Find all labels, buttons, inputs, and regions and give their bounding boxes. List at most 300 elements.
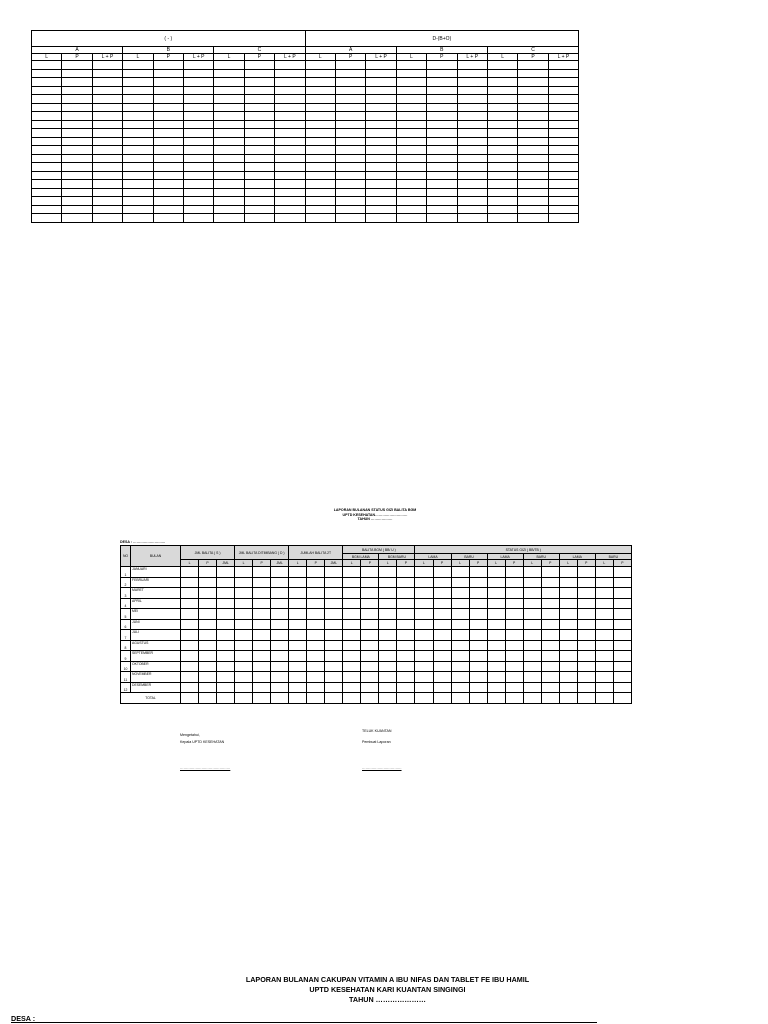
table-cell[interactable] bbox=[183, 78, 213, 87]
table-cell[interactable] bbox=[559, 651, 577, 662]
table-cell[interactable] bbox=[379, 640, 397, 651]
table-cell[interactable] bbox=[199, 619, 217, 630]
table-cell[interactable] bbox=[343, 609, 361, 620]
table-cell[interactable] bbox=[123, 86, 153, 95]
table-cell[interactable] bbox=[271, 609, 289, 620]
table-cell[interactable] bbox=[415, 651, 433, 662]
table-cell[interactable] bbox=[523, 640, 541, 651]
table-cell[interactable] bbox=[548, 214, 578, 223]
table-cell[interactable] bbox=[518, 205, 548, 214]
table-cell[interactable] bbox=[214, 61, 244, 70]
table-cell[interactable] bbox=[32, 129, 62, 138]
table-cell[interactable] bbox=[271, 672, 289, 683]
table-cell[interactable] bbox=[325, 693, 343, 704]
table-cell[interactable] bbox=[457, 146, 487, 155]
table-cell[interactable] bbox=[577, 682, 595, 693]
table-cell[interactable] bbox=[427, 137, 457, 146]
table-cell[interactable] bbox=[487, 661, 505, 672]
table-cell[interactable] bbox=[396, 137, 426, 146]
table-cell[interactable] bbox=[62, 205, 92, 214]
table-cell[interactable] bbox=[469, 693, 487, 704]
table-cell[interactable] bbox=[289, 598, 307, 609]
table-cell[interactable] bbox=[548, 112, 578, 121]
table-cell[interactable] bbox=[457, 69, 487, 78]
table-cell[interactable] bbox=[244, 129, 274, 138]
table-cell[interactable] bbox=[505, 609, 523, 620]
table-cell[interactable] bbox=[361, 693, 379, 704]
table-cell[interactable] bbox=[577, 577, 595, 588]
table-cell[interactable] bbox=[451, 567, 469, 578]
table-cell[interactable] bbox=[361, 588, 379, 599]
table-cell[interactable] bbox=[181, 619, 199, 630]
table-cell[interactable] bbox=[307, 588, 325, 599]
table-cell[interactable] bbox=[62, 188, 92, 197]
table-cell[interactable] bbox=[181, 661, 199, 672]
table-cell[interactable] bbox=[153, 112, 183, 121]
table-cell[interactable] bbox=[518, 137, 548, 146]
table-cell[interactable] bbox=[433, 598, 451, 609]
table-cell[interactable] bbox=[62, 103, 92, 112]
table-cell[interactable] bbox=[253, 609, 271, 620]
table-cell[interactable] bbox=[518, 197, 548, 206]
table-cell[interactable] bbox=[361, 598, 379, 609]
table-cell[interactable] bbox=[343, 567, 361, 578]
table-cell[interactable] bbox=[92, 188, 122, 197]
table-cell[interactable] bbox=[469, 577, 487, 588]
table-cell[interactable] bbox=[244, 61, 274, 70]
table-cell[interactable] bbox=[275, 154, 305, 163]
table-cell[interactable] bbox=[397, 577, 415, 588]
table-cell[interactable] bbox=[214, 112, 244, 121]
table-cell[interactable] bbox=[523, 588, 541, 599]
table-cell[interactable] bbox=[541, 693, 559, 704]
table-cell[interactable] bbox=[235, 619, 253, 630]
table-cell[interactable] bbox=[427, 214, 457, 223]
table-cell[interactable] bbox=[577, 661, 595, 672]
table-cell[interactable] bbox=[427, 171, 457, 180]
table-cell[interactable] bbox=[32, 137, 62, 146]
table-cell[interactable] bbox=[244, 205, 274, 214]
table-cell[interactable] bbox=[62, 137, 92, 146]
table-cell[interactable] bbox=[397, 682, 415, 693]
table-cell[interactable] bbox=[548, 205, 578, 214]
table-cell[interactable] bbox=[305, 188, 335, 197]
table-cell[interactable] bbox=[275, 180, 305, 189]
table-cell[interactable] bbox=[253, 682, 271, 693]
table-cell[interactable] bbox=[214, 180, 244, 189]
table-cell[interactable] bbox=[305, 61, 335, 70]
table-cell[interactable] bbox=[457, 154, 487, 163]
table-cell[interactable] bbox=[613, 619, 631, 630]
table-cell[interactable] bbox=[469, 588, 487, 599]
table-cell[interactable] bbox=[577, 598, 595, 609]
table-cell[interactable] bbox=[244, 120, 274, 129]
table-cell[interactable] bbox=[92, 171, 122, 180]
table-cell[interactable] bbox=[32, 112, 62, 121]
table-cell[interactable] bbox=[415, 682, 433, 693]
table-cell[interactable] bbox=[183, 214, 213, 223]
table-cell[interactable] bbox=[153, 61, 183, 70]
table-cell[interactable] bbox=[271, 588, 289, 599]
table-cell[interactable] bbox=[577, 651, 595, 662]
table-cell[interactable] bbox=[427, 188, 457, 197]
table-cell[interactable] bbox=[396, 61, 426, 70]
table-cell[interactable] bbox=[92, 129, 122, 138]
table-cell[interactable] bbox=[518, 78, 548, 87]
table-cell[interactable] bbox=[396, 163, 426, 172]
table-cell[interactable] bbox=[457, 95, 487, 104]
table-cell[interactable] bbox=[325, 651, 343, 662]
table-cell[interactable] bbox=[366, 197, 396, 206]
table-cell[interactable] bbox=[253, 577, 271, 588]
table-cell[interactable] bbox=[289, 619, 307, 630]
table-cell[interactable] bbox=[217, 630, 235, 641]
table-cell[interactable] bbox=[559, 598, 577, 609]
table-cell[interactable] bbox=[457, 205, 487, 214]
table-cell[interactable] bbox=[595, 682, 613, 693]
table-cell[interactable] bbox=[217, 661, 235, 672]
table-cell[interactable] bbox=[518, 163, 548, 172]
table-cell[interactable] bbox=[62, 78, 92, 87]
table-cell[interactable] bbox=[123, 78, 153, 87]
table-cell[interactable] bbox=[181, 693, 199, 704]
table-cell[interactable] bbox=[123, 120, 153, 129]
table-cell[interactable] bbox=[235, 609, 253, 620]
table-cell[interactable] bbox=[518, 188, 548, 197]
table-cell[interactable] bbox=[325, 588, 343, 599]
table-cell[interactable] bbox=[415, 577, 433, 588]
table-cell[interactable] bbox=[199, 661, 217, 672]
table-cell[interactable] bbox=[32, 146, 62, 155]
table-cell[interactable] bbox=[217, 567, 235, 578]
table-cell[interactable] bbox=[253, 588, 271, 599]
table-cell[interactable] bbox=[518, 86, 548, 95]
table-cell[interactable] bbox=[289, 567, 307, 578]
table-cell[interactable] bbox=[548, 61, 578, 70]
table-cell[interactable] bbox=[305, 180, 335, 189]
table-cell[interactable] bbox=[433, 630, 451, 641]
table-cell[interactable] bbox=[307, 640, 325, 651]
table-cell[interactable] bbox=[396, 86, 426, 95]
table-cell[interactable] bbox=[214, 171, 244, 180]
table-cell[interactable] bbox=[153, 171, 183, 180]
table-cell[interactable] bbox=[577, 693, 595, 704]
table-cell[interactable] bbox=[487, 86, 517, 95]
table-cell[interactable] bbox=[415, 609, 433, 620]
table-cell[interactable] bbox=[275, 95, 305, 104]
table-cell[interactable] bbox=[305, 129, 335, 138]
table-cell[interactable] bbox=[487, 630, 505, 641]
table-cell[interactable] bbox=[613, 588, 631, 599]
table-cell[interactable] bbox=[62, 86, 92, 95]
table-cell[interactable] bbox=[457, 129, 487, 138]
table-cell[interactable] bbox=[613, 682, 631, 693]
table-cell[interactable] bbox=[183, 86, 213, 95]
table-cell[interactable] bbox=[487, 103, 517, 112]
table-cell[interactable] bbox=[217, 588, 235, 599]
table-cell[interactable] bbox=[289, 609, 307, 620]
table-cell[interactable] bbox=[457, 163, 487, 172]
table-cell[interactable] bbox=[271, 598, 289, 609]
table-cell[interactable] bbox=[505, 682, 523, 693]
table-cell[interactable] bbox=[427, 112, 457, 121]
table-cell[interactable] bbox=[487, 693, 505, 704]
table-cell[interactable] bbox=[396, 171, 426, 180]
table-cell[interactable] bbox=[518, 154, 548, 163]
table-cell[interactable] bbox=[613, 630, 631, 641]
table-cell[interactable] bbox=[244, 188, 274, 197]
table-cell[interactable] bbox=[183, 69, 213, 78]
table-cell[interactable] bbox=[335, 103, 365, 112]
table-cell[interactable] bbox=[379, 588, 397, 599]
table-cell[interactable] bbox=[275, 69, 305, 78]
table-cell[interactable] bbox=[397, 598, 415, 609]
table-cell[interactable] bbox=[361, 619, 379, 630]
table-cell[interactable] bbox=[469, 619, 487, 630]
table-cell[interactable] bbox=[433, 588, 451, 599]
table-cell[interactable] bbox=[433, 567, 451, 578]
table-cell[interactable] bbox=[366, 103, 396, 112]
table-cell[interactable] bbox=[379, 693, 397, 704]
table-cell[interactable] bbox=[469, 630, 487, 641]
table-cell[interactable] bbox=[335, 120, 365, 129]
table-cell[interactable] bbox=[415, 619, 433, 630]
table-cell[interactable] bbox=[548, 163, 578, 172]
table-cell[interactable] bbox=[275, 61, 305, 70]
table-cell[interactable] bbox=[379, 609, 397, 620]
table-cell[interactable] bbox=[523, 619, 541, 630]
table-cell[interactable] bbox=[153, 154, 183, 163]
table-cell[interactable] bbox=[183, 146, 213, 155]
table-cell[interactable] bbox=[244, 103, 274, 112]
table-cell[interactable] bbox=[214, 69, 244, 78]
table-cell[interactable] bbox=[427, 180, 457, 189]
table-cell[interactable] bbox=[361, 577, 379, 588]
table-cell[interactable] bbox=[487, 609, 505, 620]
table-cell[interactable] bbox=[396, 120, 426, 129]
table-cell[interactable] bbox=[183, 180, 213, 189]
table-cell[interactable] bbox=[379, 661, 397, 672]
table-cell[interactable] bbox=[123, 129, 153, 138]
table-cell[interactable] bbox=[32, 163, 62, 172]
table-cell[interactable] bbox=[361, 661, 379, 672]
table-cell[interactable] bbox=[183, 197, 213, 206]
table-cell[interactable] bbox=[325, 630, 343, 641]
table-cell[interactable] bbox=[217, 682, 235, 693]
table-cell[interactable] bbox=[289, 661, 307, 672]
table-cell[interactable] bbox=[289, 640, 307, 651]
table-cell[interactable] bbox=[415, 567, 433, 578]
table-cell[interactable] bbox=[343, 630, 361, 641]
table-cell[interactable] bbox=[32, 120, 62, 129]
table-cell[interactable] bbox=[548, 188, 578, 197]
table-cell[interactable] bbox=[518, 171, 548, 180]
table-cell[interactable] bbox=[487, 188, 517, 197]
table-cell[interactable] bbox=[427, 163, 457, 172]
table-cell[interactable] bbox=[199, 567, 217, 578]
table-cell[interactable] bbox=[181, 682, 199, 693]
table-cell[interactable] bbox=[183, 120, 213, 129]
table-cell[interactable] bbox=[325, 661, 343, 672]
table-cell[interactable] bbox=[518, 61, 548, 70]
table-cell[interactable] bbox=[305, 154, 335, 163]
table-cell[interactable] bbox=[214, 86, 244, 95]
table-cell[interactable] bbox=[62, 146, 92, 155]
table-cell[interactable] bbox=[217, 672, 235, 683]
table-cell[interactable] bbox=[487, 577, 505, 588]
table-cell[interactable] bbox=[397, 609, 415, 620]
table-cell[interactable] bbox=[123, 61, 153, 70]
table-cell[interactable] bbox=[523, 577, 541, 588]
table-cell[interactable] bbox=[235, 682, 253, 693]
table-cell[interactable] bbox=[289, 682, 307, 693]
table-cell[interactable] bbox=[92, 103, 122, 112]
table-cell[interactable] bbox=[275, 188, 305, 197]
table-cell[interactable] bbox=[343, 682, 361, 693]
table-cell[interactable] bbox=[487, 598, 505, 609]
table-cell[interactable] bbox=[361, 640, 379, 651]
table-cell[interactable] bbox=[62, 197, 92, 206]
table-cell[interactable] bbox=[92, 146, 122, 155]
table-cell[interactable] bbox=[396, 69, 426, 78]
table-cell[interactable] bbox=[451, 588, 469, 599]
table-cell[interactable] bbox=[523, 682, 541, 693]
table-cell[interactable] bbox=[153, 180, 183, 189]
table-cell[interactable] bbox=[183, 61, 213, 70]
table-cell[interactable] bbox=[396, 180, 426, 189]
table-cell[interactable] bbox=[505, 661, 523, 672]
table-cell[interactable] bbox=[325, 567, 343, 578]
table-cell[interactable] bbox=[427, 197, 457, 206]
table-cell[interactable] bbox=[505, 640, 523, 651]
table-cell[interactable] bbox=[32, 86, 62, 95]
table-cell[interactable] bbox=[396, 95, 426, 104]
table-cell[interactable] bbox=[92, 86, 122, 95]
table-cell[interactable] bbox=[181, 609, 199, 620]
table-cell[interactable] bbox=[487, 197, 517, 206]
table-cell[interactable] bbox=[595, 577, 613, 588]
table-cell[interactable] bbox=[397, 672, 415, 683]
table-cell[interactable] bbox=[275, 137, 305, 146]
table-cell[interactable] bbox=[541, 598, 559, 609]
table-cell[interactable] bbox=[343, 619, 361, 630]
table-cell[interactable] bbox=[518, 112, 548, 121]
table-cell[interactable] bbox=[559, 609, 577, 620]
table-cell[interactable] bbox=[366, 86, 396, 95]
table-cell[interactable] bbox=[541, 640, 559, 651]
table-cell[interactable] bbox=[32, 103, 62, 112]
table-cell[interactable] bbox=[451, 577, 469, 588]
table-cell[interactable] bbox=[183, 95, 213, 104]
table-cell[interactable] bbox=[397, 630, 415, 641]
table-cell[interactable] bbox=[271, 651, 289, 662]
table-cell[interactable] bbox=[433, 672, 451, 683]
table-cell[interactable] bbox=[235, 661, 253, 672]
table-cell[interactable] bbox=[487, 171, 517, 180]
table-cell[interactable] bbox=[62, 214, 92, 223]
table-cell[interactable] bbox=[335, 214, 365, 223]
table-cell[interactable] bbox=[366, 137, 396, 146]
table-cell[interactable] bbox=[183, 103, 213, 112]
table-cell[interactable] bbox=[415, 598, 433, 609]
table-cell[interactable] bbox=[577, 630, 595, 641]
table-cell[interactable] bbox=[244, 180, 274, 189]
table-cell[interactable] bbox=[487, 146, 517, 155]
table-cell[interactable] bbox=[92, 95, 122, 104]
table-cell[interactable] bbox=[396, 112, 426, 121]
table-cell[interactable] bbox=[379, 577, 397, 588]
table-cell[interactable] bbox=[275, 129, 305, 138]
table-cell[interactable] bbox=[595, 588, 613, 599]
table-cell[interactable] bbox=[183, 205, 213, 214]
table-cell[interactable] bbox=[366, 78, 396, 87]
table-cell[interactable] bbox=[505, 598, 523, 609]
table-cell[interactable] bbox=[451, 640, 469, 651]
table-cell[interactable] bbox=[32, 188, 62, 197]
table-cell[interactable] bbox=[505, 567, 523, 578]
table-cell[interactable] bbox=[415, 630, 433, 641]
table-cell[interactable] bbox=[335, 69, 365, 78]
table-cell[interactable] bbox=[307, 598, 325, 609]
table-cell[interactable] bbox=[92, 154, 122, 163]
table-cell[interactable] bbox=[487, 120, 517, 129]
table-cell[interactable] bbox=[613, 598, 631, 609]
table-cell[interactable] bbox=[235, 651, 253, 662]
table-cell[interactable] bbox=[366, 163, 396, 172]
table-cell[interactable] bbox=[62, 154, 92, 163]
table-cell[interactable] bbox=[92, 61, 122, 70]
table-cell[interactable] bbox=[335, 197, 365, 206]
table-cell[interactable] bbox=[271, 682, 289, 693]
table-cell[interactable] bbox=[595, 630, 613, 641]
table-cell[interactable] bbox=[361, 682, 379, 693]
table-cell[interactable] bbox=[541, 682, 559, 693]
table-cell[interactable] bbox=[595, 609, 613, 620]
table-cell[interactable] bbox=[199, 577, 217, 588]
table-cell[interactable] bbox=[244, 69, 274, 78]
table-cell[interactable] bbox=[397, 651, 415, 662]
table-cell[interactable] bbox=[92, 205, 122, 214]
table-cell[interactable] bbox=[217, 577, 235, 588]
table-cell[interactable] bbox=[451, 598, 469, 609]
table-cell[interactable] bbox=[361, 609, 379, 620]
table-cell[interactable] bbox=[244, 95, 274, 104]
table-cell[interactable] bbox=[343, 588, 361, 599]
table-cell[interactable] bbox=[433, 640, 451, 651]
table-cell[interactable] bbox=[487, 154, 517, 163]
table-cell[interactable] bbox=[62, 163, 92, 172]
table-cell[interactable] bbox=[214, 154, 244, 163]
table-cell[interactable] bbox=[271, 693, 289, 704]
table-cell[interactable] bbox=[505, 651, 523, 662]
table-cell[interactable] bbox=[396, 214, 426, 223]
table-cell[interactable] bbox=[123, 188, 153, 197]
table-cell[interactable] bbox=[153, 120, 183, 129]
table-cell[interactable] bbox=[244, 86, 274, 95]
table-cell[interactable] bbox=[451, 651, 469, 662]
table-cell[interactable] bbox=[396, 205, 426, 214]
table-cell[interactable] bbox=[396, 129, 426, 138]
table-cell[interactable] bbox=[548, 171, 578, 180]
table-cell[interactable] bbox=[92, 112, 122, 121]
table-cell[interactable] bbox=[217, 651, 235, 662]
table-cell[interactable] bbox=[275, 103, 305, 112]
table-cell[interactable] bbox=[214, 129, 244, 138]
table-cell[interactable] bbox=[487, 180, 517, 189]
table-cell[interactable] bbox=[181, 598, 199, 609]
table-cell[interactable] bbox=[153, 69, 183, 78]
table-cell[interactable] bbox=[541, 577, 559, 588]
